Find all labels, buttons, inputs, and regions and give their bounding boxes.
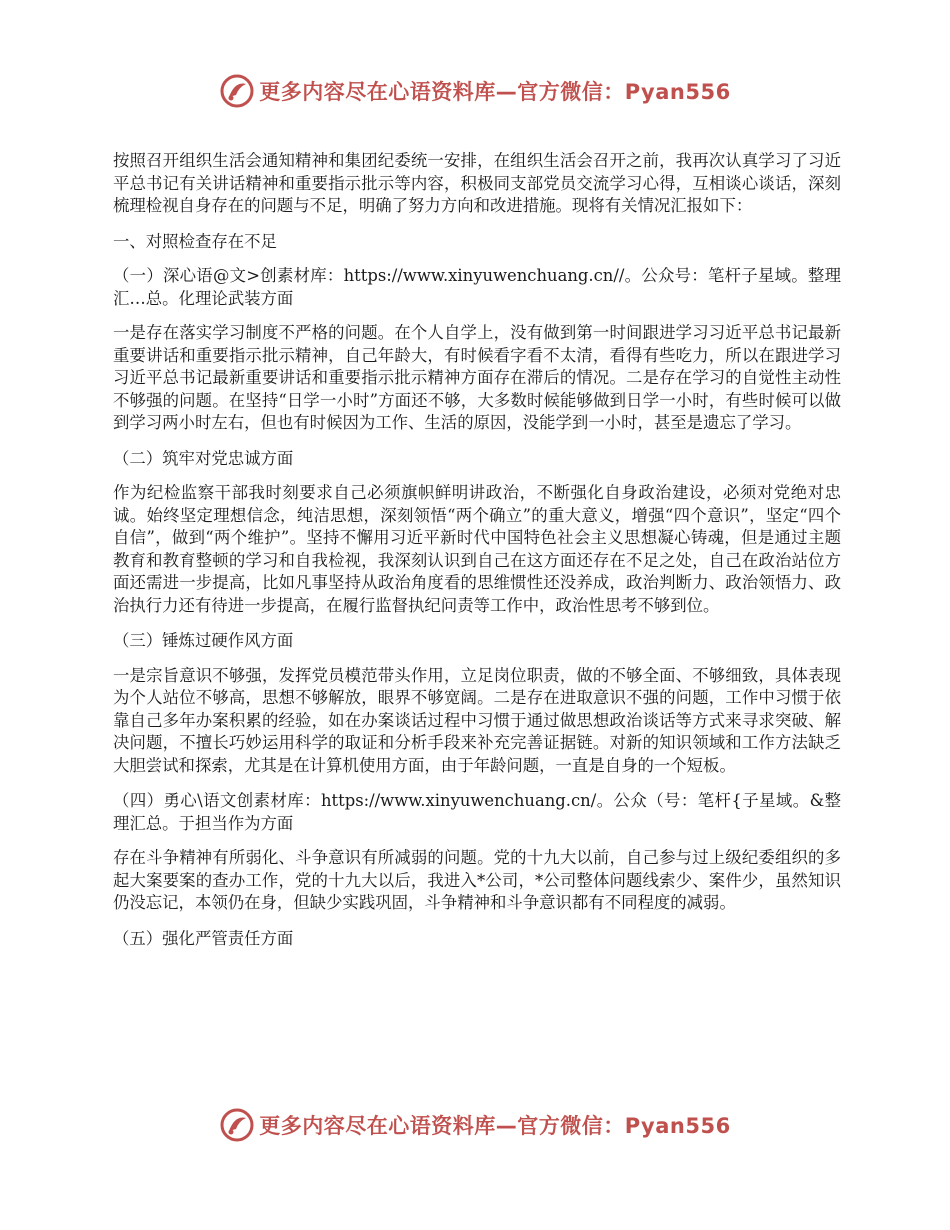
paragraph-theory-study: 一是存在落实学习制度不严格的问题。在个人自学上，没有做到第一时间跟进学习习近平总书记最新重要讲话和重要指示批示精神，自己年龄大，有时候看字看不太清，看得有些吃力，所以在跟进学习习近平总书记最新重要讲话和重要指示批示精神方面存在滞后的情况。二是存在学习的自觉性主动性不够强的问题。在坚持“日学一小时”方面还不够，大多数时候能够做到日学一小时，有些时候可以做到学习两小时左右，但也有时候因为工作、生活的原因，没能学到一小时，甚至是遗忘了学习。	[113, 323, 841, 432]
subheading-4: （四）勇心\语文创素材库：https://www.xinyuwenchuang.cn/。公众（号：笔杆{子星域。&整理汇总。于担当作为方面	[113, 791, 841, 833]
subheading-3: （三）锤炼过硬作风方面	[113, 631, 294, 650]
footer-banner	[0, 1105, 950, 1145]
paragraph-loyalty: 作为纪检监察干部我时刻要求自己必须旗帜鲜明讲政治，不断强化自身政治建设，必须对党绝对忠诚。始终坚定理想信念，纯洁思想，深刻领悟“两个确立”的重大意义，增强“四个意识”，坚定“四个自信”，做到“两个维护”。坚持不懈用习近平新时代中国特色社会主义思想凝心铸魂，但是通过主题教育和教育整顿的学习和自我检视，我深刻认识到自己在这方面还存在不足之处，自己在政治站位方面还需进一步提高，比如凡事坚持从政治角度看的思维惯性还没养成，政治判断力、政治领悟力、政治执行力还有待进一步提高，在履行监督执纪问责等工作中，政治性思考不够到位。	[113, 483, 841, 615]
header-banner	[0, 71, 950, 111]
paragraph-struggle: 存在斗争精神有所弱化、斗争意识有所减弱的问题。党的十九大以前，自己参与过上级纪委组织的多起大案要案的查办工作，党的十九大以后，我进入*公司，*公司整体问题线索少、案件少，虽然知识仍没忘记，本领仍在身，但缺少实践巩固，斗争精神和斗争意识都有不同程度的减弱。	[113, 848, 841, 912]
paragraph-work-style: 一是宗旨意识不够强，发挥党员模范带头作用，立足岗位职责，做的不够全面、不够细致，具体表现为个人站位不够高，思想不够解放，眼界不够宽阔。二是存在进取意识不强的问题，工作中习惯于依靠自己多年办案积累的经验，如在办案谈话过程中习惯于通过做思想政治谈话等方式来寻求突破、解决问题，不擅长巧妙运用科学的取证和分析手段来补充完善证据链。对新的知识领域和工作方法缺乏大胆尝试和探索，尤其是在计算机使用方面，由于年龄问题，一直是自身的一个短板。	[113, 665, 841, 775]
section-heading-1: 一、对照检查存在不足	[113, 231, 277, 251]
footer-banner-text: 更多内容尽在心语资料库—官方微信：Pyan556	[259, 1114, 731, 1138]
document-body	[113, 150, 841, 962]
seal-logo-icon	[219, 73, 255, 109]
header-banner-text: 更多内容尽在心语资料库—官方微信：Pyan556	[259, 80, 731, 104]
subheading-1: （一）深心语@文>创素材库：https://www.xinyuwenchuang.cn//。公众号：笔杆子星域。整理汇…总。化理论武装方面	[113, 266, 841, 308]
seal-logo-icon	[219, 1107, 255, 1143]
subheading-2: （二）筑牢对党忠诚方面	[113, 448, 294, 468]
intro-paragraph: 按照召开组织生活会通知精神和集团纪委统一安排，在组织生活会召开之前，我再次认真学习了习近平总书记有关讲话精神和重要指示批示等内容，积极同支部党员交流学习心得，互相谈心谈话，深刻梳理检视自身存在的问题与不足，明确了努力方向和改进措施。现将有关情况汇报如下：	[113, 151, 841, 215]
subheading-5: （五）强化严管责任方面	[113, 928, 294, 948]
